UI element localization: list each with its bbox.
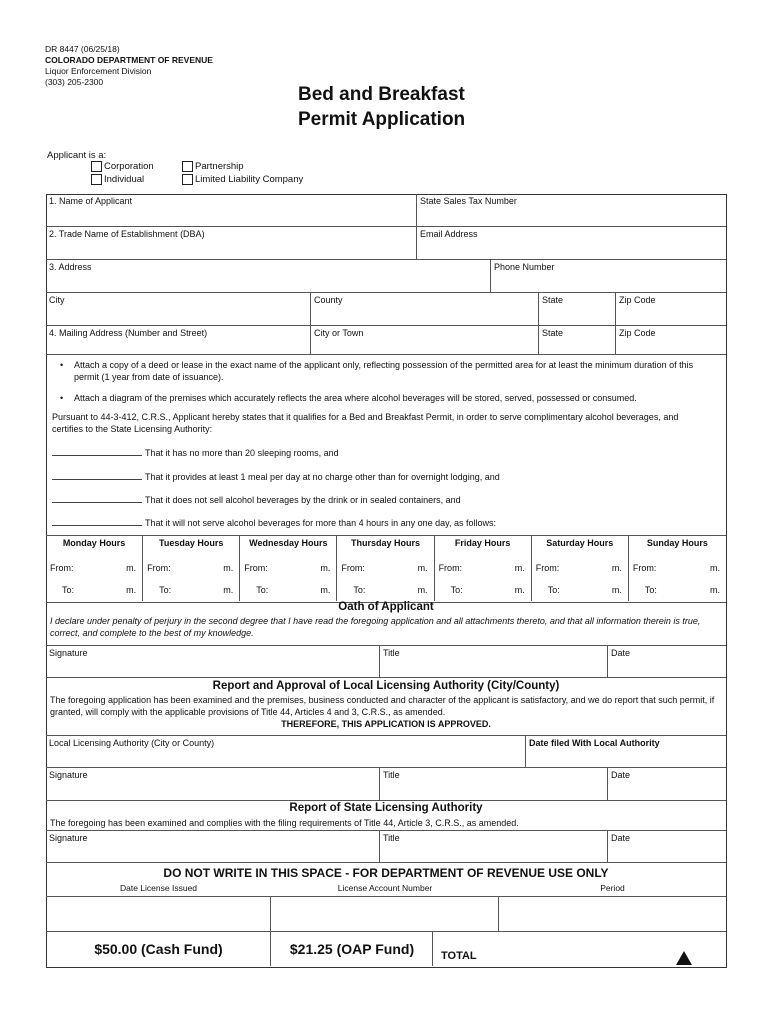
field-label: County	[314, 295, 343, 305]
oap-fund-amount: $21.25 (OAP Fund)	[289, 941, 415, 957]
field-mailing-zip[interactable]	[616, 326, 726, 355]
hours-column	[629, 535, 726, 601]
time-label: To:	[450, 585, 463, 595]
meridiem-label: m.	[709, 585, 720, 595]
certification-text: That it has no more than 20 sleeping rooms, and	[145, 448, 339, 458]
field-city-town[interactable]	[311, 326, 539, 355]
from-time-field[interactable]	[435, 563, 531, 577]
meridiem-label: m.	[417, 585, 428, 595]
field-mailing-address[interactable]	[46, 326, 311, 355]
hours-column	[532, 535, 629, 601]
from-time-field[interactable]	[532, 563, 628, 577]
meridiem-label: m.	[514, 585, 525, 595]
field-zip[interactable]	[616, 293, 726, 326]
certification-2	[52, 471, 500, 483]
field-label: Zip Code	[619, 328, 656, 338]
certification-1	[52, 447, 339, 459]
date-filed-field[interactable]	[526, 735, 726, 768]
checkbox-box[interactable]	[91, 174, 102, 185]
to-time-field[interactable]	[46, 585, 142, 599]
meridiem-label: m.	[126, 585, 137, 595]
from-time-field[interactable]	[46, 563, 142, 577]
checkbox-box[interactable]	[182, 174, 193, 185]
initial-blank[interactable]	[52, 479, 142, 480]
meridiem-label: m.	[611, 563, 622, 573]
time-label: To:	[256, 585, 269, 595]
account-number-field[interactable]	[271, 896, 499, 932]
field-label: City	[49, 295, 65, 305]
initial-blank[interactable]	[52, 502, 142, 503]
oath-text: I declare under penalty of perjury in the second degree that I have read the foregoing application and all attachments thereto, and that all information therein is true, correct, and complete to the best of my knowledge.	[50, 616, 701, 638]
field-label: Phone Number	[494, 262, 555, 272]
time-label: From:	[50, 563, 74, 573]
title-line2: Permit Application	[298, 109, 466, 130]
field-label: 3. Address	[49, 262, 92, 272]
field-label: 2. Trade Name of Establishment (DBA)	[49, 229, 205, 239]
field-label: Title	[383, 770, 400, 780]
field-label: 1. Name of Applicant	[49, 196, 133, 206]
day-heading: Friday Hours	[454, 538, 511, 548]
time-label: From:	[535, 563, 560, 573]
day-heading: Sunday Hours	[646, 538, 708, 548]
field-label: State	[542, 295, 564, 305]
from-time-field[interactable]	[629, 563, 726, 577]
total-label: TOTAL	[441, 950, 477, 962]
checkbox-box[interactable]	[91, 161, 102, 172]
field-label: Signature	[49, 770, 88, 780]
meridiem-label: m.	[709, 563, 720, 573]
time-label: From:	[147, 563, 171, 573]
period-field[interactable]	[499, 896, 726, 932]
from-time-field[interactable]	[143, 563, 239, 577]
field-label: Date	[611, 833, 631, 843]
to-time-field[interactable]	[532, 585, 628, 599]
local-authority-field[interactable]	[46, 735, 526, 768]
local-authority-title: Report and Approval of Local Licensing Authority (City/County)	[212, 680, 560, 692]
day-heading: Saturday Hours	[546, 538, 614, 548]
field-label: Zip Code	[619, 295, 656, 305]
field-label: 4. Mailing Address (Number and Street)	[49, 328, 208, 338]
state-authority-text: The foregoing has been examined and complies with the filing requirements of Title 44, Article 3, C.R.S., as amended.	[50, 818, 519, 828]
checkbox-label: Corporation	[104, 161, 154, 172]
local-title-field[interactable]	[380, 768, 608, 801]
checkbox-partnership[interactable]	[182, 161, 244, 172]
dor-use-title: DO NOT WRITE IN THIS SPACE - FOR DEPARTMENT OF REVENUE USE ONLY	[163, 866, 609, 880]
field-label: City or Town	[314, 328, 364, 338]
field-applicant-name[interactable]	[46, 194, 417, 227]
checkbox-llc[interactable]	[182, 174, 303, 185]
initial-blank[interactable]	[52, 525, 142, 526]
field-label: Date	[611, 770, 631, 780]
field-label: Title	[383, 648, 400, 658]
time-label: To:	[644, 585, 657, 595]
checkbox-individual[interactable]	[91, 174, 144, 185]
state-signature-field[interactable]	[46, 830, 380, 863]
meridiem-label: m.	[223, 563, 234, 573]
field-address[interactable]	[46, 260, 491, 293]
triangle-marker-icon	[676, 951, 692, 965]
title-line1: Bed and Breakfast	[298, 84, 465, 105]
certification-text: That it provides at least 1 meal per day at no charge other than for overnight lodging, and	[145, 472, 500, 482]
field-trade-name[interactable]	[46, 227, 417, 260]
hours-column	[46, 535, 143, 601]
hours-column	[337, 535, 434, 601]
field-label: State Sales Tax Number	[420, 196, 517, 206]
field-county[interactable]	[311, 293, 539, 326]
field-phone[interactable]	[491, 260, 726, 293]
certification-3	[52, 494, 461, 506]
certification-text: That it does not sell alcohol beverages by the drink or in sealed containers, and	[145, 495, 461, 505]
field-label: Signature	[49, 648, 88, 658]
checkbox-label: Individual	[104, 174, 145, 185]
meridiem-label: m.	[126, 563, 137, 573]
pursuant-text: Pursuant to 44-3-412, C.R.S., Applicant hereby states that it qualifies for a Bed and Breakfast Permit, in order to serve complimentary alcohol beverages, and certifies to the State Licensing Authority:	[52, 412, 679, 434]
from-time-field[interactable]	[337, 563, 433, 577]
state-title-field[interactable]	[380, 830, 608, 863]
to-time-field[interactable]	[629, 585, 726, 599]
field-sales-tax[interactable]	[417, 194, 726, 227]
time-label: From:	[438, 563, 463, 573]
local-authority-text: The foregoing application has been examined and the premises, business conducted and character of the applicant is satisfactory, and we do report that such permit, if granted, will comply with the applicable provisions of Title 44, Articles 4 and 3, C.R.S., as amended.	[50, 695, 715, 717]
checkbox-corporation[interactable]	[91, 161, 154, 172]
time-label: From:	[341, 563, 365, 573]
applicant-type-label: Applicant is a:	[47, 150, 107, 161]
instruction-bullet-2	[60, 392, 718, 404]
field-mailing-state[interactable]	[539, 326, 616, 355]
hours-column	[143, 535, 240, 601]
field-label: Date	[611, 648, 631, 658]
time-label: From:	[244, 563, 268, 573]
page-title	[298, 82, 465, 132]
time-label: From:	[632, 563, 657, 573]
day-heading: Thursday Hours	[350, 538, 420, 548]
time-label: To:	[547, 585, 560, 595]
period-label: Period	[600, 883, 625, 893]
oath-signature-field[interactable]	[46, 645, 380, 678]
bullet-icon: •	[60, 360, 64, 370]
field-email[interactable]	[417, 227, 726, 260]
meridiem-label: m.	[611, 585, 622, 595]
cash-fund-amount: $50.00 (Cash Fund)	[94, 941, 223, 957]
meridiem-label: m.	[514, 563, 525, 573]
approved-text: THEREFORE, THIS APPLICATION IS APPROVED.	[281, 719, 491, 729]
checkbox-label: Partnership	[195, 161, 244, 172]
oath-date-field[interactable]	[608, 645, 726, 678]
time-label: To:	[159, 585, 172, 595]
to-time-field[interactable]	[240, 585, 336, 599]
state-date-field[interactable]	[608, 830, 726, 863]
day-heading: Monday Hours	[62, 538, 126, 548]
day-heading: Tuesday Hours	[159, 538, 224, 548]
date-issued-field[interactable]	[46, 896, 271, 932]
instruction-bullet-1	[60, 359, 718, 383]
certification-4	[52, 517, 496, 529]
bullet-text: Attach a diagram of the premises which accurately reflects the area where alcohol beverages will be stored, served, possessed or consumed.	[74, 393, 637, 403]
bullet-text: Attach a copy of a deed or lease in the exact name of the applicant only, reflecting possession of the permitted area for at least the minimum duration of this permit (1 year from date of issuance).	[74, 360, 694, 382]
from-time-field[interactable]	[240, 563, 336, 577]
field-label: State	[542, 328, 564, 338]
oath-title: Oath of Applicant	[338, 601, 434, 613]
initial-blank[interactable]	[52, 455, 142, 456]
to-time-field[interactable]	[337, 585, 433, 599]
field-state[interactable]	[539, 293, 616, 326]
local-signature-field[interactable]	[46, 768, 380, 801]
checkbox-label: Limited Liability Company	[195, 174, 304, 185]
field-label: Signature	[49, 833, 88, 843]
bullet-icon: •	[60, 393, 64, 403]
date-issued-label: Date License Issued	[119, 883, 198, 893]
account-number-label: License Account Number	[337, 883, 433, 893]
state-authority-title: Report of State Licensing Authority	[289, 802, 483, 814]
to-time-field[interactable]	[435, 585, 531, 599]
field-label: Date filed With Local Authority	[529, 738, 660, 748]
division-name: Liquor Enforcement Division	[45, 66, 152, 76]
meridiem-label: m.	[223, 585, 234, 595]
checkbox-box[interactable]	[182, 161, 193, 172]
day-heading: Wednesday Hours	[249, 538, 328, 548]
local-date-field[interactable]	[608, 768, 726, 801]
division-phone: (303) 205-2300	[45, 77, 104, 87]
oath-title-field[interactable]	[380, 645, 608, 678]
time-label: To:	[353, 585, 366, 595]
to-time-field[interactable]	[143, 585, 239, 599]
field-label: Email Address	[420, 229, 478, 239]
meridiem-label: m.	[320, 563, 331, 573]
field-label: Local Licensing Authority (City or County)	[49, 738, 215, 748]
meridiem-label: m.	[417, 563, 428, 573]
hours-column	[240, 535, 337, 601]
form-id: DR 8447 (06/25/18)	[45, 44, 120, 54]
department-name: COLORADO DEPARTMENT OF REVENUE	[45, 55, 213, 65]
field-label: Title	[383, 833, 400, 843]
form-header	[45, 44, 213, 88]
certification-text: That it will not serve alcohol beverages for more than 4 hours in any one day, as follows:	[145, 518, 497, 528]
time-label: To:	[62, 585, 75, 595]
meridiem-label: m.	[320, 585, 331, 595]
hours-column	[435, 535, 532, 601]
field-city[interactable]	[46, 293, 311, 326]
